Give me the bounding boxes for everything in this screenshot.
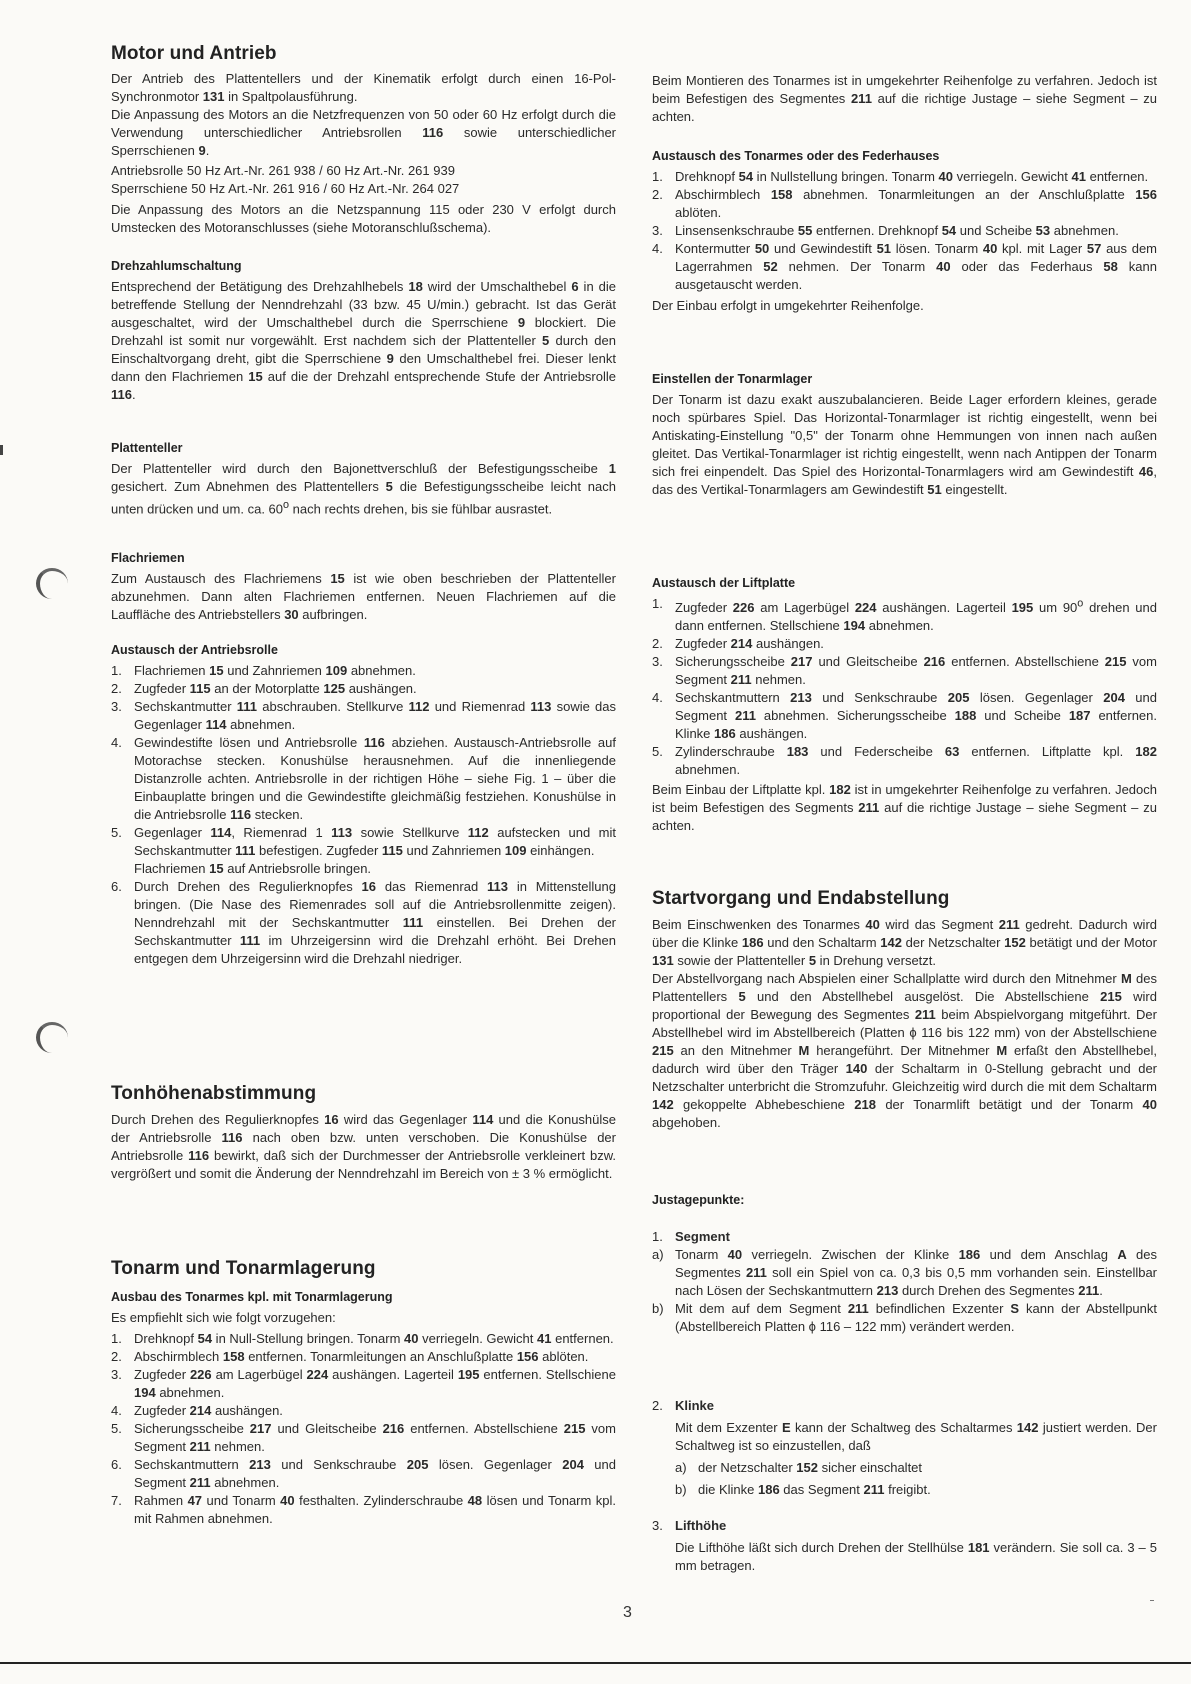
list-item <box>652 222 1157 240</box>
motor-paragraph: Die Anpassung des Motors an die Netzfrequenzen von 50 oder 60 Hz erfolgt durch die Verwendung unterschiedlicher Antriebsrollen 116 sowie unterschiedlicher Sperrschienen 9. <box>111 107 616 158</box>
list-item <box>111 824 616 878</box>
montage-paragraph: Beim Montieren des Tonarmes ist in umgekehrter Reihenfolge zu verfahren. Jedoch ist beim Befestigen des Segmentes 211 auf die richtige Justage – siehe Segment – zu achten. <box>652 73 1157 124</box>
list-item <box>111 1402 616 1420</box>
list-item-text: Zylinderschraube 183 und Federscheibe 63 entfernen. Liftplatte kpl. 182 abnehmen. <box>675 744 1157 778</box>
antriebsrolle-steps <box>111 662 616 968</box>
list-item <box>652 168 1157 186</box>
list-item-number: 2. <box>111 681 122 696</box>
segment-steps <box>652 1246 1157 1336</box>
list-item-number: 3. <box>652 654 663 670</box>
page-number: 3 <box>623 1604 632 1621</box>
list-item-number: 1. <box>652 169 663 184</box>
punch-hole-mark <box>36 1022 68 1053</box>
list-item-text: Zugfeder 214 aushängen. <box>675 636 824 652</box>
subsection-title-antriebsrolle: Austausch der Antriebsrolle <box>111 643 278 657</box>
list-item-number: 1. <box>652 596 663 611</box>
list-item-text: Durch Drehen des Regulierknopfes 16 das Riemenrad 113 in Mittenstellung bringen. (Die Nase des Riemenrades soll auf die Antriebsrollenmitte zeigen). Nenndrehzahl mit der Sechskantmutter 111 einstellen. Bei Drehen der Sechskantmutter 111 im Uhrzeigersinn wird die Drehzahl erhöht. Bei Drehen entgegen dem Uhrzeigersinn wird die Drehzahl niedriger. <box>134 879 616 966</box>
list-item-text: Sechskantmuttern 213 und Senkschraube 205 lösen. Gegenlager 204 und Segment 211 abnehmen. <box>134 1457 616 1490</box>
list-item-number: 4. <box>111 1403 122 1418</box>
list-item-number: 5. <box>111 1421 122 1436</box>
subsection-title-liftplatte: Austausch der Liftplatte <box>652 576 796 590</box>
list-item-text: Sechskantmutter 111 abschrauben. Stellkurve 112 und Riemenrad 113 sowie das Gegenlager 114 abnehmen. <box>134 699 617 732</box>
list-item <box>111 1456 616 1492</box>
plattenteller-paragraph: Der Plattenteller wird durch den Bajonettverschluß der Befestigungsscheibe 1 gesichert. Zum Abnehmen des Plattentellers 5 die Befestigungsscheibe leicht nach unten drücken und um. ca. 60$^o$ nach rechts drehen, bis sie fühlbar ausrastet. <box>111 461 616 517</box>
subsection-title-plattenteller: Plattenteller <box>111 441 183 455</box>
list-item-text: Abschirmblech 158 abnehmen. Tonarmleitungen an der Anschlußplatte 156 ablöten. <box>675 187 1157 220</box>
list-item-text: Sicherungsscheibe 217 und Gleitscheibe 216 entfernen. Abstellschiene 215 vom Segment 211 nehmen. <box>675 654 1157 688</box>
list-item <box>652 595 1157 635</box>
list-item-number: a) <box>652 1247 664 1262</box>
subsection-title-flachriemen: Flachriemen <box>111 551 185 565</box>
subsection-title-federhaus: Austausch des Tonarmes oder des Federhauses <box>652 149 940 163</box>
federhaus-outro: Der Einbau erfolgt in umgekehrter Reihenfolge. <box>652 298 924 313</box>
list-item-text: der Netzschalter 152 sicher einschaltet <box>698 1460 923 1475</box>
list-item-number: 6. <box>111 1457 122 1472</box>
section-title-tonhoehe: Tonhöhenabstimmung <box>111 1083 317 1104</box>
motor-paragraph: Sperrschiene 50 Hz Art.-Nr. 261 916 / 60 Hz Art.-Nr. 264 027 <box>111 181 460 196</box>
list-item <box>652 689 1157 743</box>
list-item <box>652 1300 1157 1336</box>
list-item-text: Drehknopf 54 in Null-Stellung bringen. Tonarm 40 verriegeln. Gewicht 41 entfernen. <box>134 1331 614 1346</box>
drehzahl-paragraph: Entsprechend der Betätigung des Drehzahlhebels 18 wird der Umschalthebel 6 in die betreffende Stellung der Nenndrehzahl (33 bzw. 45 U/min.) gebracht. Ist das Gerät ausgeschaltet, wird der Umschalthebel durch die Sperrschiene 9 blockiert. Die Drehzahl ist somit nur vorgewählt. Erst nachdem sich der Plattenteller 5 durch den Einschaltvorgang dreht, gibt die Sperrschiene 9 den Umschalthebel frei. Dieser lenkt dann den Flachriemen 15 auf die der Drehzahl entsprechende Stufe der Antriebsrolle 116. <box>111 279 617 402</box>
list-item-number: 5. <box>652 744 663 760</box>
section-title-startvorgang: Startvorgang und Endabstellung <box>652 888 950 909</box>
list-item-number: b) <box>652 1301 664 1316</box>
list-item-number: 3. <box>111 699 122 714</box>
list-item <box>111 680 616 698</box>
list-item-text: Sechskantmuttern 213 und Senkschraube 205 lösen. Gegenlager 204 und Segment 211 abnehmen. Sicherungsscheibe 188 und Scheibe 187 entfernen. Klinke 186 aushängen. <box>675 690 1157 742</box>
list-item-number: 1. <box>111 1331 122 1346</box>
list-item-number: 4. <box>111 735 122 750</box>
subsection-title-drehzahl: Drehzahlumschaltung <box>111 259 242 273</box>
list-item <box>111 1492 616 1528</box>
motor-paragraph: Antriebsrolle 50 Hz Art.-Nr. 261 938 / 60 Hz Art.-Nr. 261 939 <box>111 163 455 178</box>
list-item <box>652 635 1157 653</box>
list-item-text: Abschirmblech 158 entfernen. Tonarmleitungen an Anschlußplatte 156 ablöten. <box>134 1349 589 1364</box>
list-item-text: Gewindestifte lösen und Antriebsrolle 116 abziehen. Austausch-Antriebsrolle auf Motorachse stecken. Konushülse herausnehmen. Auf die innenliegende Distanzrolle achten. Antriebsrolle in der richtigen Höhe – siehe Fig. 1 – über die Einbauplatte bringen und die Gewindestifte gleichmäßig festziehen. Konushülse in die Antriebsrolle 116 stecken. <box>134 735 617 822</box>
list-item <box>652 653 1157 689</box>
section-title-motor: Motor und Antrieb <box>111 43 277 64</box>
list-item-text: Tonarm 40 verriegeln. Zwischen der Klinke 186 und dem Anschlag A des Segmentes 211 soll ein Spiel von ca. 0,3 bis 0,5 mm vorhanden sein. Einstellbar nach Lösen der Sechskantmuttern 213 durch Drehen des Segmentes 211. <box>675 1247 1158 1298</box>
federhaus-steps <box>652 168 1157 294</box>
list-item-number: 6. <box>111 879 122 894</box>
list-item <box>111 1330 616 1348</box>
punch-hole-mark <box>36 568 68 599</box>
startvorgang-paragraph: Beim Einschwenken des Tonarmes 40 wird das Segment 211 gedreht. Dadurch wird über die Klinke 186 und den Schaltarm 142 der Netzschalter 152 betätigt und der Motor 131 sowie der Plattenteller 5 in Drehung versetzt. <box>652 917 1158 968</box>
list-item-text: Zugfeder 214 aushängen. <box>134 1403 283 1418</box>
list-item <box>111 1366 616 1402</box>
justage-heading-lifthoehe: 3. Lifthöhe <box>652 1518 727 1533</box>
tonarmlager-paragraph: Der Tonarm ist dazu exakt auszubalancieren. Beide Lager erfordern kleines, gerade noch spürbares Spiel. Das Horizontal-Tonarmlager ist richtig eingestellt, wenn bei Antiskating-Einstellung "0,5" der Tonarm ohne Hemmungen von innen nach außen gleitet. Das Vertikal-Tonarmlager ist richtig eingestellt, wenn nach Antippen der Tonarm sich frei einpendelt. Das Spiel des Horizontal-Tonarmlagers wird am Gewindestift 46, das des Vertikal-Tonarmlagers am Gewindestift 51 eingestellt. <box>652 392 1157 497</box>
list-item-text: die Klinke 186 das Segment 211 freigibt. <box>698 1482 931 1497</box>
lifthoehe-paragraph: Die Lifthöhe läßt sich durch Drehen der Stellhülse 181 verändern. Sie soll ca. 3 – 5 mm betragen. <box>675 1540 1157 1573</box>
tonhoehe-paragraph: Durch Drehen des Regulierknopfes 16 wird das Gegenlager 114 und die Konushülse der Antriebsrolle 116 nach oben bzw. unten verschoben. Die Konushülse der Antriebsrolle 116 bewirkt, daß sich der Durchmesser der Antriebsrolle verkleinert bzw. vergrößert und somit die Änderung der Nenndrehzahl im Bereich von ± 3 % ermöglicht. <box>111 1112 616 1181</box>
list-item-number: 3. <box>652 223 663 238</box>
liftplatte-steps <box>652 595 1157 779</box>
list-item-text: Zugfeder 115 an der Motorplatte 125 aushängen. <box>134 681 417 696</box>
klinke-steps <box>652 1459 1157 1499</box>
list-item-text: Rahmen 47 und Tonarm 40 festhalten. Zylinderschraube 48 lösen und Tonarm kpl. mit Rahmen abnehmen. <box>134 1493 617 1526</box>
list-item <box>111 1348 616 1366</box>
list-item-text: Flachriemen 15 und Zahnriemen 109 abnehmen. <box>134 663 416 678</box>
list-item <box>111 1420 616 1456</box>
flachriemen-paragraph: Zum Austausch des Flachriemens 15 ist wie oben beschrieben der Plattenteller abzunehmen. Dann alten Flachriemen entfernen. Neuen Flachriemen auf die Lauffläche des Antriebstellers 30 aufbringen. <box>111 571 616 622</box>
list-item-text: Gegenlager 114, Riemenrad 1 113 sowie Stellkurve 112 aufstecken und mit Sechskantmutter 111 befestigen. Zugfeder 115 und Zahnriemen 109 einhängen. Flachriemen 15 auf Antriebsrolle bringen. <box>134 825 616 876</box>
list-item-number: 2. <box>652 187 663 202</box>
list-item <box>111 662 616 680</box>
edge-mark <box>1150 1600 1154 1601</box>
section-title-tonarm: Tonarm und Tonarmlagerung <box>111 1258 376 1279</box>
list-item <box>675 1459 1157 1477</box>
list-item-number: 4. <box>652 690 663 706</box>
list-item-number: 5. <box>111 825 122 840</box>
list-item-number: 2. <box>652 636 663 652</box>
list-item <box>111 698 616 734</box>
list-item-text: Zugfeder 226 am Lagerbügel 224 aushängen. Lagerteil 195 um 90$^o$ drehen und dann entfernen. Stellschiene 194 abnehmen. <box>675 598 1157 634</box>
ausbau-intro: Es empfiehlt sich wie folgt vorzugehen: <box>111 1310 336 1325</box>
list-item-text: Kontermutter 50 und Gewindestift 51 lösen. Tonarm 40 kpl. mit Lager 57 aus dem Lagerrahmen 52 nehmen. Der Tonarm 40 oder das Federhaus 58 kann ausgetauscht werden. <box>675 241 1158 292</box>
list-item <box>111 734 616 824</box>
motor-paragraph: Die Anpassung des Motors an die Netzspannung 115 oder 230 V erfolgt durch Umstecken des Motoranschlusses (siehe Motoranschlußschema). <box>111 202 616 235</box>
list-item-text: Linsensenkschraube 55 entfernen. Drehknopf 54 und Scheibe 53 abnehmen. <box>675 223 1119 238</box>
subsection-title-ausbau: Ausbau des Tonarmes kpl. mit Tonarmlagerung <box>111 1290 393 1304</box>
list-item-number: 1. <box>111 663 122 678</box>
list-item-number: b) <box>675 1482 687 1497</box>
subsection-title-tonarmlager: Einstellen der Tonarmlager <box>652 372 813 386</box>
list-item <box>111 878 616 968</box>
motor-paragraph: Der Antrieb des Plattentellers und der Kinematik erfolgt durch einen 16-Pol-Synchronmotor 131 in Spaltpolausführung. <box>111 71 616 104</box>
list-item-number: 7. <box>111 1493 122 1508</box>
list-item-text: Zugfeder 226 am Lagerbügel 224 aushängen. Lagerteil 195 entfernen. Stellschiene 194 abnehmen. <box>134 1367 616 1400</box>
list-item-text: Mit dem auf dem Segment 211 befindlichen Exzenter S kann der Abstellpunkt (Abstellbereich Platten ϕ 116 – 122 mm) verändert werden. <box>675 1301 1158 1334</box>
list-item-number: 3. <box>111 1367 122 1382</box>
bottom-rule <box>0 1662 1191 1664</box>
list-item <box>652 186 1157 222</box>
ausbau-steps <box>111 1330 616 1528</box>
list-item-number: 4. <box>652 241 663 256</box>
list-item <box>652 240 1157 294</box>
klinke-paragraph: Mit dem Exzenter E kann der Schaltweg des Schaltarmes 142 justiert werden. Der Schaltweg ist so einzustellen, daß <box>675 1420 1157 1453</box>
list-item-text: Sicherungsscheibe 217 und Gleitscheibe 216 entfernen. Abstellschiene 215 vom Segment 211 nehmen. <box>134 1421 616 1454</box>
list-item-number: 2. <box>111 1349 122 1364</box>
list-item <box>652 743 1157 779</box>
list-item <box>652 1246 1157 1300</box>
margin-tick <box>0 445 3 455</box>
list-item <box>675 1481 1157 1499</box>
list-item-number: a) <box>675 1460 687 1475</box>
subsection-title-justagepunkte: Justagepunkte: <box>652 1193 745 1207</box>
list-item-text: Drehknopf 54 in Nullstellung bringen. Tonarm 40 verriegeln. Gewicht 41 entfernen. <box>675 169 1149 184</box>
justage-heading-segment: 1. Segment <box>652 1229 730 1244</box>
justage-heading-klinke: 2. Klinke <box>652 1398 715 1413</box>
liftplatte-outro: Beim Einbau der Liftplatte kpl. 182 ist in umgekehrter Reihenfolge zu verfahren. Jedoch ist beim Befestigen des Segments 211 auf die richtige Justage – siehe Segment – zu achten. <box>652 782 1157 834</box>
startvorgang-paragraph: Der Abstellvorgang nach Abspielen einer Schallplatte wird durch den Mitnehmer M des Plattentellers 5 und den Abstellhebel ausgelöst. Die Abstellschiene 215 wird proportional der Bewegung des Segmentes 211 beim Abspielvorgang mitgeführt. Der Abstellhebel wird im Abstellbereich (Platten ϕ 116 bis 122 mm) von der Abstellschiene 215 an den Mitnehmer M herangeführt. Der Mitnehmer M erfaßt den Abstellhebel, dadurch wird über den Träger 140 der Schaltarm in 0-Stellung gebracht und der Netzschalter unterbricht die Stromzufuhr. Gleichzeitig wird durch die mit dem Schaltarm 142 gekoppelte Abhebeschiene 218 der Tonarmlift betätigt und der Tonarm 40 abgehoben. <box>652 971 1158 1130</box>
